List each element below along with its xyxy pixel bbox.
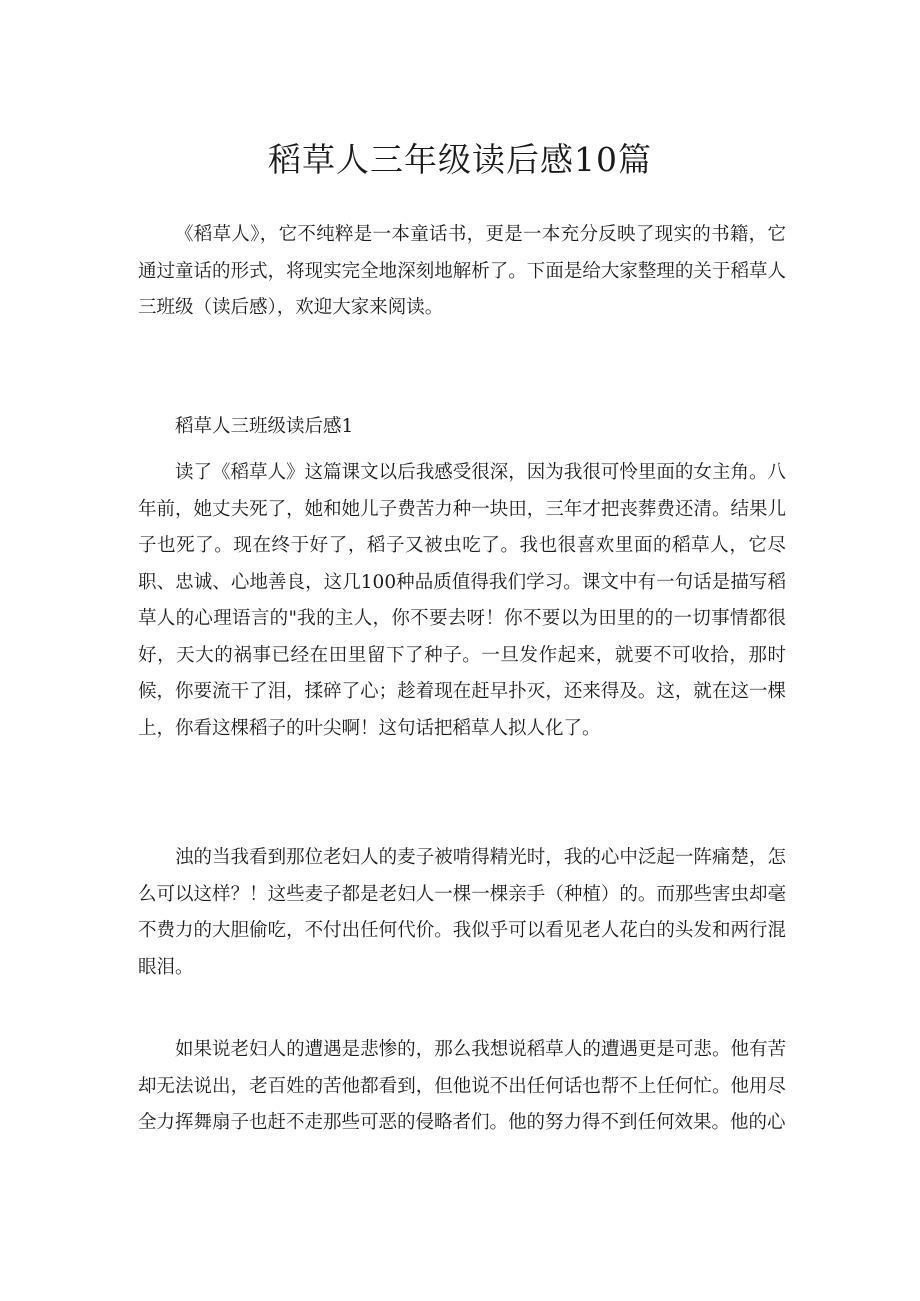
section-heading: 稻草人三班级读后感1: [175, 416, 354, 437]
body-paragraph-3: 如果说老妇人的遭遇是悲惨的，那么我想说稻草人的遭遇更是可悲。他有苦却无法说出，老百姓的苦他都看到，但他说不出任何话也帮不上任何忙。他用尽全力挥舞扇子也赶不走那些可恶的侵略者们。他的努力得不到任何效果。他的心: [138, 1039, 786, 1133]
page-title: 稻草人三年级读后感10篇: [268, 140, 652, 179]
body-paragraph-1: 读了《稻草人》这篇课文以后我感受很深，因为我很可怜里面的女主角。八年前，她丈夫死了，她和她儿子费苦力种一块田，三年才把丧葬费还清。结果儿子也死了。现在终于好了，稻子又被虫吃了。我也很喜欢里面的稻草人，它尽职、忠诚、心地善良，这几100种品质值得我们学习。课文中有一句话是描写稻草人的心理语言的"我的主人，你不要去呀！你不要以为田里的的一切事情都很好，天大的祸事已经在田里留下了种子。一旦发作起来，就要不可收拾，那时候，你要流干了泪，揉碎了心；趁着现在赶早扑灭，还来得及。这，就在这一棵上，你看这棵稻子的叶尖啊！这句话把稻草人拟人化了。: [138, 462, 786, 739]
intro-paragraph: 《稻草人》，它不纯粹是一本童话书，更是一本充分反映了现实的书籍，它通过童话的形式，将现实完全地深刻地解析了。下面是给大家整理的关于稻草人三班级（读后感），欢迎大家来阅读。: [138, 224, 786, 318]
body-paragraph-2: 浊的当我看到那位老妇人的麦子被啃得精光时，我的心中泛起一阵痛楚，怎么可以这样？！这些麦子都是老妇人一棵一棵亲手（种植）的。而那些害虫却毫不费力的大胆偷吃，不付出任何代价。我似乎可以看见老人花白的头发和两行混眼泪。: [138, 847, 786, 978]
